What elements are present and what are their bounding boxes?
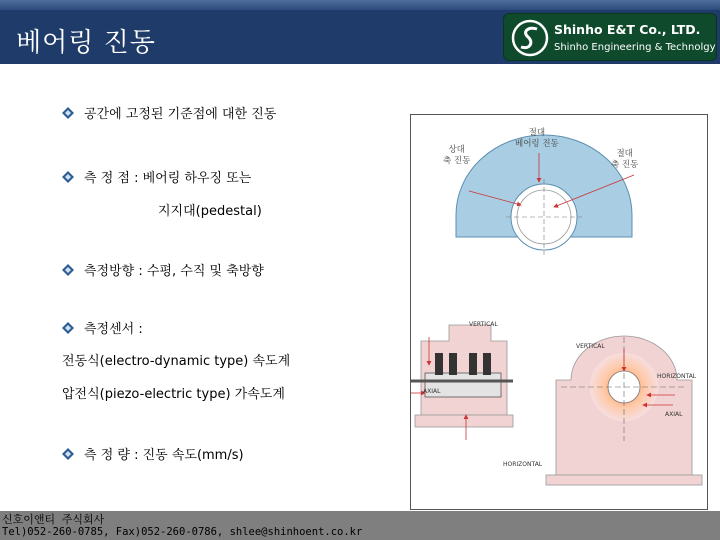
- bullet-quantity: [62, 444, 244, 463]
- diamond-bullet-icon: [62, 448, 74, 460]
- tag-horizontal-left: HORIZONTAL: [503, 461, 543, 468]
- slide-footer: [0, 511, 720, 540]
- tag-vertical-left: VERTICAL: [469, 321, 498, 328]
- sensor-accel-line: 압전식(piezo-electric type) 가속도계: [62, 387, 285, 402]
- logo-company-name: Shinho E&T Co., LTD.: [554, 22, 701, 37]
- label-relative-shaft: [443, 145, 470, 167]
- bullet-text: 측 정 량 : 진동 속도(mm/s): [84, 448, 244, 463]
- label-line: 절대: [528, 128, 546, 138]
- bearing-vibration-figure: [410, 114, 708, 510]
- bullet-reference: [62, 103, 276, 122]
- label-absolute-shaft: [611, 149, 638, 171]
- label-line: 축 진동: [443, 156, 471, 166]
- tag-horizontal-right: HORIZONTAL: [657, 373, 697, 380]
- bullet-measure-point-cont: 지지대(pedestal): [158, 204, 262, 219]
- company-logo: [503, 13, 717, 61]
- label-line: 절대: [616, 149, 633, 159]
- footer-contact: Tel)052-260-0785, Fax)052-260-0786, shlee@shinhoent.co.kr: [2, 526, 363, 538]
- bearing-diagram: [411, 115, 709, 511]
- bullet-text: 공간에 고정된 기준점에 대한 진동: [84, 107, 277, 122]
- diamond-bullet-icon: [62, 264, 74, 276]
- label-line: 상대: [448, 145, 465, 155]
- label-absolute-bearing: [515, 128, 559, 150]
- bullet-text: 측 정 점 : 베어링 하우징 또는: [84, 171, 252, 186]
- header-stripe: [0, 0, 720, 10]
- diamond-bullet-icon: [62, 322, 74, 334]
- bullet-text: 측정센서 :: [84, 322, 143, 337]
- label-line: 베어링 진동: [515, 139, 559, 149]
- bullet-measure-point: [62, 167, 251, 186]
- footer-company: 신호이앤티 주식회사: [2, 513, 105, 526]
- shinho-logo-icon: [510, 18, 550, 58]
- bullet-direction: [62, 260, 264, 279]
- tag-vertical-right: VERTICAL: [576, 343, 605, 350]
- bullet-text: 측정방향 : 수평, 수직 및 축방향: [84, 264, 264, 279]
- tag-axial-right: AXIAL: [665, 411, 683, 418]
- diamond-bullet-icon: [62, 107, 74, 119]
- tag-axial-left: AXIAL: [423, 388, 441, 395]
- slide-title: 베어링 진동: [16, 28, 156, 58]
- logo-subtitle: Shinho Engineering & Technolgy: [554, 42, 716, 53]
- label-line: 축 진동: [611, 160, 639, 170]
- diamond-bullet-icon: [62, 171, 74, 183]
- sensor-velocity-line: 전동식(electro-dynamic type) 속도계: [62, 354, 291, 369]
- bullet-sensor: [62, 318, 143, 337]
